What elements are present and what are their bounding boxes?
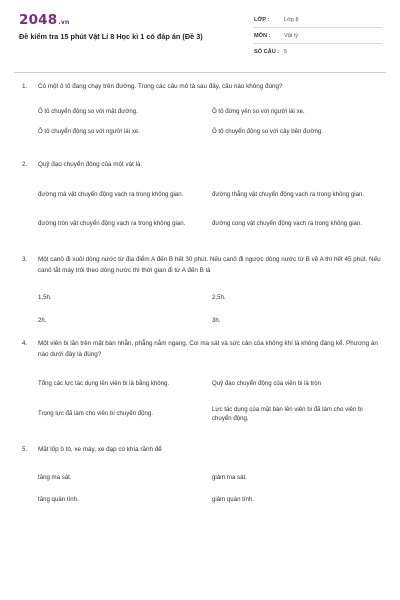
quiz-meta <box>254 12 382 60</box>
answer-options <box>38 180 386 238</box>
answer-option-c[interactable]: 2h. <box>38 317 47 325</box>
question-number: 1. <box>22 83 28 90</box>
question-text: Mặt lốp ô tô, xe máy, xe đạp có khía rãnh để <box>38 446 162 453</box>
question-3 <box>19 255 386 339</box>
answer-option-b[interactable]: giảm ma sát. <box>212 473 247 481</box>
question-text: Một viên bi lăn trên mặt bàn nhẵn, phẳng nằm ngang. Coi ma sát và sức cản của không khí là không đáng kể. Phương án nào dưới đây là đúng? <box>38 340 378 358</box>
meta-row-count <box>254 44 382 60</box>
answer-option-a[interactable]: Tổng các lực tác dụng lên viên bi là bằng không. <box>38 380 170 388</box>
meta-label: SỐ CÂU : <box>254 49 280 55</box>
answer-option-d[interactable]: Lực tác dụng của mặt bàn lên viên bi đã làm cho viên bi chuyển động. <box>212 405 363 422</box>
question-text: Có một ô tô đang chạy trên đường. Trong các câu mô tả sau đây, câu nào không đúng? <box>38 83 283 90</box>
question-5 <box>19 445 386 515</box>
meta-value: Vật lý <box>284 32 298 39</box>
question-number: 4. <box>22 340 28 347</box>
answer-option-d[interactable]: giảm quán tính. <box>212 495 255 503</box>
question-text: Quỹ đạo chuyển động của một vật là: <box>38 161 143 168</box>
answer-option-a[interactable]: Ô tô chuyển động so với mặt đường. <box>38 107 138 115</box>
logo-suffix: .vn <box>58 19 70 26</box>
answer-option-a[interactable]: tăng ma sát. <box>38 473 72 481</box>
answer-option-c[interactable]: Ô tô chuyển động so với người lái xe. <box>38 127 140 135</box>
answer-option-c[interactable]: Trọng lực đã làm cho viên bi chuyển động. <box>38 410 153 418</box>
answer-options <box>38 467 386 511</box>
question-2 <box>19 160 386 255</box>
meta-label: MÔN : <box>254 32 271 39</box>
answer-options <box>38 369 386 429</box>
meta-label: LỚP : <box>254 16 270 23</box>
answer-options <box>38 102 386 142</box>
question-list <box>19 82 386 515</box>
answer-option-b[interactable]: Ô tô đứng yên so với người lái xe. <box>212 107 305 115</box>
answer-option-b[interactable]: đường thẳng vật chuyển động vạch ra trong không gian. <box>212 190 365 198</box>
answer-option-b[interactable]: Quỹ đạo chuyển động của viên bi là tròn <box>212 380 322 388</box>
answer-option-d[interactable]: đường cong vật chuyển động vạch ra trong không gian. <box>212 219 363 227</box>
answer-option-d[interactable]: 3h. <box>212 317 221 325</box>
question-number: 5. <box>22 446 28 453</box>
question-4 <box>19 339 386 445</box>
page-title: Đề kiểm tra 15 phút Vật Lí 8 Học kì 1 có đáp án (Đề 3) <box>19 32 203 41</box>
answer-option-c[interactable]: đường tròn vật chuyển động vạch ra trong không gian. <box>38 219 186 227</box>
logo-text: 2048 <box>19 12 58 28</box>
meta-row-subject <box>254 28 382 44</box>
answer-option-c[interactable]: tăng quán tính. <box>38 495 79 503</box>
meta-value: Lớp 8 <box>284 16 299 23</box>
meta-row-class <box>254 12 382 28</box>
answer-options <box>38 286 386 332</box>
answer-option-b[interactable]: 2,5h. <box>212 294 226 302</box>
meta-value: 5 <box>284 49 288 55</box>
question-number: 3. <box>22 256 28 263</box>
answer-option-d[interactable]: Ô tô chuyển động so với cây bên đường. <box>212 127 323 135</box>
answer-option-a[interactable]: đường mà vật chuyển động vạch ra trong không gian. <box>38 190 184 198</box>
question-text: Một canô đi xuôi dòng nước từ địa điểm A đến B hết 30 phút. Nếu canô đi ngược dòng nước từ B về A thì hết 45 phút. Nếu canô tắt máy trôi theo dòng nước thì thời gian đi từ A đến B là <box>38 256 381 274</box>
question-number: 2. <box>22 161 28 168</box>
question-1 <box>19 82 386 160</box>
header-divider <box>14 72 386 73</box>
answer-option-a[interactable]: 1,5h. <box>38 294 52 302</box>
